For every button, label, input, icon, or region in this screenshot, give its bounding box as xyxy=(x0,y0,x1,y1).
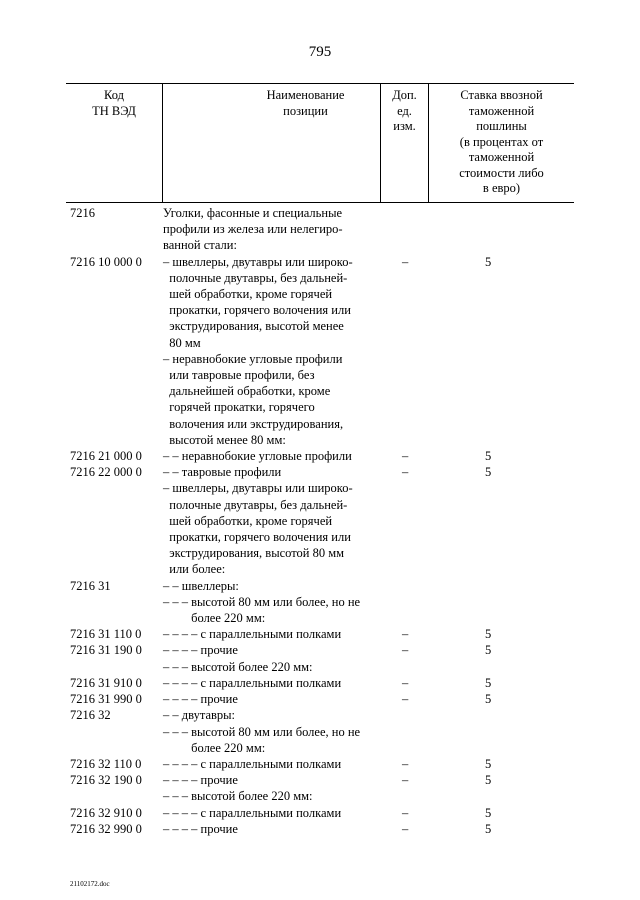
duty-rate: 5 xyxy=(485,627,492,642)
position-name xyxy=(163,642,385,658)
duty-rate: 5 xyxy=(485,773,492,788)
position-name-line: более 220 мм: xyxy=(163,740,266,755)
position-name-line: – – – – прочие xyxy=(163,821,238,836)
position-name-line: – – – – прочие xyxy=(163,643,238,658)
table-row xyxy=(0,205,640,254)
tariff-code: 7216 31 xyxy=(70,578,111,593)
position-name-line: более 220 мм: xyxy=(163,611,266,626)
table-row xyxy=(0,691,640,707)
tariff-code: 7216 32 190 0 xyxy=(70,773,142,788)
header-name-line: Наименование xyxy=(266,88,345,102)
table-row xyxy=(0,480,640,577)
tariff-code: 7216 32 990 0 xyxy=(70,821,142,836)
duty-rate: 5 xyxy=(485,465,492,480)
position-name-line: прокатки, горячего волочения или xyxy=(163,530,351,545)
header-rate-line: таможенной xyxy=(468,103,535,118)
position-name-line: – швеллеры, двутавры или широко- xyxy=(163,254,353,269)
position-name-line: дальнейшей обработки, кроме xyxy=(163,384,331,399)
position-name-line: или более: xyxy=(163,562,226,577)
header-rate xyxy=(428,84,574,202)
table-row xyxy=(0,724,640,756)
footer-filename: 21102172.doc xyxy=(70,880,110,888)
tariff-code: 7216 xyxy=(70,206,95,220)
position-name-line: – – – высотой более 220 мм: xyxy=(163,659,313,674)
position-name xyxy=(163,659,385,675)
position-name-line: – – – – прочие xyxy=(163,773,238,788)
additional-unit: – xyxy=(402,465,409,480)
position-name xyxy=(163,772,385,788)
position-name-line: – неравнобокие угловые профили xyxy=(163,351,343,366)
page-number: 795 xyxy=(308,44,332,60)
position-name-line: ванной стали: xyxy=(163,238,237,253)
position-name-line: горячей прокатки, горячего xyxy=(163,400,315,415)
position-name xyxy=(163,756,385,772)
position-name-line: – – двутавры: xyxy=(163,708,236,723)
additional-unit: – xyxy=(402,449,409,464)
additional-unit: – xyxy=(402,821,409,836)
table-row xyxy=(0,788,640,804)
header-rate-line: стоимости либо xyxy=(459,165,544,180)
position-name-line: – – – – с параллельными полками xyxy=(163,627,342,642)
tariff-code: 7216 10 000 0 xyxy=(70,254,142,269)
position-name xyxy=(163,821,385,837)
additional-unit: – xyxy=(402,627,409,642)
table-row xyxy=(0,756,640,772)
table-row xyxy=(0,821,640,837)
header-unit-line: изм. xyxy=(393,119,416,133)
position-name xyxy=(163,448,385,464)
position-name-line: Уголки, фасонные и специальные xyxy=(163,206,343,220)
tariff-code: 7216 32 xyxy=(70,708,111,723)
table-row xyxy=(0,707,640,723)
duty-rate: 5 xyxy=(485,805,492,820)
position-name-line: – – – – с параллельными полками xyxy=(163,675,342,690)
header-rate-line: пошлины xyxy=(476,119,527,133)
table-row xyxy=(0,464,640,480)
position-name xyxy=(163,788,385,804)
header-rate-line: Ставка ввозной xyxy=(460,88,543,102)
position-name xyxy=(163,626,385,642)
table-row xyxy=(0,254,640,351)
table-row xyxy=(0,594,640,626)
position-name-line: – швеллеры, двутавры или широко- xyxy=(163,481,353,496)
tariff-code: 7216 31 110 0 xyxy=(70,627,142,642)
table-row xyxy=(0,659,640,675)
position-name-line: 80 мм xyxy=(163,335,201,350)
additional-unit: – xyxy=(402,773,409,788)
position-name-line: – – – высотой 80 мм или более, но не xyxy=(163,724,361,739)
position-name-line: экструдирования, высотой 80 мм xyxy=(163,546,345,561)
additional-unit: – xyxy=(402,643,409,658)
position-name xyxy=(163,724,385,756)
position-name-line: – – – – с параллельными полками xyxy=(163,805,342,820)
header-rate-line: в евро) xyxy=(482,181,521,195)
header-unit xyxy=(380,84,428,202)
tariff-code: 7216 31 190 0 xyxy=(70,643,142,658)
position-name-line: высотой менее 80 мм: xyxy=(163,432,286,447)
table-row xyxy=(0,772,640,788)
position-name xyxy=(163,578,385,594)
position-name-line: – – – – с параллельными полками xyxy=(163,756,342,771)
position-name-line: – – – высотой более 220 мм: xyxy=(163,789,313,804)
table-header xyxy=(66,83,574,203)
position-name xyxy=(163,691,385,707)
position-name-line: шей обработки, кроме горячей xyxy=(163,513,333,528)
position-name-line: – – неравнобокие угловые профили xyxy=(163,449,352,464)
header-code-line: ТН ВЭД xyxy=(92,103,136,118)
tariff-code: 7216 22 000 0 xyxy=(70,465,142,480)
additional-unit: – xyxy=(402,805,409,820)
header-unit-line: ед. xyxy=(397,103,412,118)
tariff-code: 7216 21 000 0 xyxy=(70,449,142,464)
additional-unit: – xyxy=(402,692,409,707)
tariff-code: 7216 32 910 0 xyxy=(70,805,142,820)
table-row xyxy=(0,642,640,658)
additional-unit: – xyxy=(402,254,409,269)
header-rate-line: (в процентах от xyxy=(459,134,544,149)
position-name-line: – – – – прочие xyxy=(163,692,238,707)
position-name-line: – – тавровые профили xyxy=(163,465,282,480)
table-row xyxy=(0,805,640,821)
duty-rate: 5 xyxy=(485,643,492,658)
table-body xyxy=(0,205,640,837)
header-code xyxy=(66,84,162,202)
additional-unit: – xyxy=(402,675,409,690)
position-name-line: шей обработки, кроме горячей xyxy=(163,287,333,302)
position-name-line: профили из железа или нелегиро- xyxy=(163,222,343,237)
position-name xyxy=(163,254,385,351)
position-name-line: – – – высотой 80 мм или более, но не xyxy=(163,594,361,609)
position-name-line: экструдирования, высотой менее xyxy=(163,319,344,334)
duty-rate: 5 xyxy=(485,675,492,690)
additional-unit: – xyxy=(402,756,409,771)
header-rate-line: таможенной xyxy=(468,150,535,164)
duty-rate: 5 xyxy=(485,821,492,836)
table-row xyxy=(0,448,640,464)
tariff-code: 7216 32 110 0 xyxy=(70,756,142,771)
position-name xyxy=(163,594,385,626)
duty-rate: 5 xyxy=(485,254,492,269)
position-name-line: прокатки, горячего волочения или xyxy=(163,303,351,318)
position-name xyxy=(163,205,385,254)
header-name-line: позиции xyxy=(283,103,328,118)
position-name-line: или тавровые профили, без xyxy=(163,368,315,383)
position-name xyxy=(163,675,385,691)
position-name xyxy=(163,707,385,723)
position-name-line: – – швеллеры: xyxy=(163,578,239,593)
duty-rate: 5 xyxy=(485,449,492,464)
position-name-line: полочные двутавры, без дальней- xyxy=(163,497,348,512)
position-name-line: полочные двутавры, без дальней- xyxy=(163,270,348,285)
tariff-code: 7216 31 990 0 xyxy=(70,692,142,707)
table-row xyxy=(0,578,640,594)
tariff-code: 7216 31 910 0 xyxy=(70,675,142,690)
header-code-line: Код xyxy=(104,88,124,102)
header-unit-line: Доп. xyxy=(392,88,417,102)
position-name xyxy=(163,480,385,577)
position-name-line: волочения или экструдирования, xyxy=(163,416,344,431)
table-row xyxy=(0,675,640,691)
duty-rate: 5 xyxy=(485,756,492,771)
table-row xyxy=(0,626,640,642)
duty-rate: 5 xyxy=(485,692,492,707)
position-name xyxy=(163,351,385,448)
table-row xyxy=(0,351,640,448)
position-name xyxy=(163,805,385,821)
position-name xyxy=(163,464,385,480)
